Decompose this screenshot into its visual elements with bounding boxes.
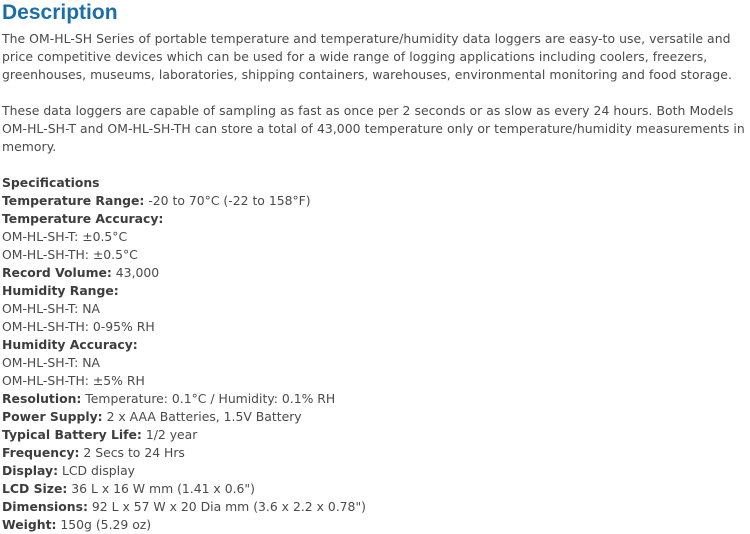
spec-dimensions <box>2 498 746 516</box>
spec-label: Record Volume: <box>2 265 112 280</box>
spec-value: OM-HL-SH-TH: 0-95% RH <box>2 319 155 334</box>
specifications-heading: Specifications <box>2 175 100 190</box>
spec-battery-life <box>2 426 746 444</box>
spec-value: 36 L x 16 W mm (1.41 x 0.6") <box>67 481 255 496</box>
spec-value: 92 L x 57 W x 20 Dia mm (3.6 x 2.2 x 0.78") <box>87 499 366 514</box>
sampling-paragraph: These data loggers are capable of sampling as fast as once per 2 seconds or as slow as every 24 hours. Both Models OM-HL-SH-T and OM-HL-SH-TH can store a total of 43,000 temperature only or temperature/humidity measurements in memory. <box>2 103 745 154</box>
spec-humidity-accuracy <box>2 336 746 354</box>
spec-humidity-range-t <box>2 300 746 318</box>
spec-value: 2 Secs to 24 Hrs <box>79 445 185 460</box>
spec-label: Frequency: <box>2 445 80 460</box>
spec-label: Temperature Accuracy: <box>2 211 164 226</box>
spec-label: Humidity Range: <box>2 283 119 298</box>
spec-value: OM-HL-SH-T: NA <box>2 355 100 370</box>
spec-label: Temperature Range: <box>2 193 145 208</box>
spec-value: 2 x AAA Batteries, 1.5V Battery <box>102 409 302 424</box>
spec-humidity-accuracy-t <box>2 354 746 372</box>
spec-temperature-accuracy <box>2 210 746 228</box>
spec-value: OM-HL-SH-T: ±0.5°C <box>2 229 128 244</box>
spec-label: Typical Battery Life: <box>2 427 142 442</box>
spec-power-supply <box>2 408 746 426</box>
spec-label: Power Supply: <box>2 409 103 424</box>
spec-label: Humidity Accuracy: <box>2 337 138 352</box>
spec-temperature-range <box>2 192 746 210</box>
spec-weight <box>2 516 746 534</box>
spec-humidity-range <box>2 282 746 300</box>
spec-value: OM-HL-SH-TH: ±0.5°C <box>2 247 138 262</box>
specifications-list <box>2 174 746 534</box>
spec-label: Display: <box>2 463 59 478</box>
spec-label: Dimensions: <box>2 499 88 514</box>
spec-value: LCD display <box>58 463 136 478</box>
spec-value: OM-HL-SH-T: NA <box>2 301 100 316</box>
spec-frequency <box>2 444 746 462</box>
spec-temperature-accuracy-t <box>2 228 746 246</box>
spec-value: -20 to 70°C (-22 to 158°F) <box>144 193 311 208</box>
spec-resolution <box>2 390 746 408</box>
spec-label: Resolution: <box>2 391 82 406</box>
spec-humidity-range-th <box>2 318 746 336</box>
spec-label: LCD Size: <box>2 481 68 496</box>
spec-humidity-accuracy-th <box>2 372 746 390</box>
spec-value: 43,000 <box>111 265 160 280</box>
spec-label: Weight: <box>2 517 57 532</box>
spec-value: OM-HL-SH-TH: ±5% RH <box>2 373 145 388</box>
description-heading: Description <box>2 1 118 24</box>
spec-display <box>2 462 746 480</box>
spec-lcd-size <box>2 480 746 498</box>
spec-temperature-accuracy-th <box>2 246 746 264</box>
spec-value: 1/2 year <box>141 427 198 442</box>
spec-value: 150g (5.29 oz) <box>56 517 152 532</box>
intro-paragraph: The OM-HL-SH Series of portable temperature and temperature/humidity data loggers are easy-to use, versatile and price competitive devices which can be used for a wide range of logging applications including coolers, freezers, greenhouses, museums, laboratories, shipping containers, warehouses, environmental monitoring and food storage. <box>2 31 732 82</box>
spec-value: Temperature: 0.1°C / Humidity: 0.1% RH <box>81 391 336 406</box>
spec-record-volume <box>2 264 746 282</box>
